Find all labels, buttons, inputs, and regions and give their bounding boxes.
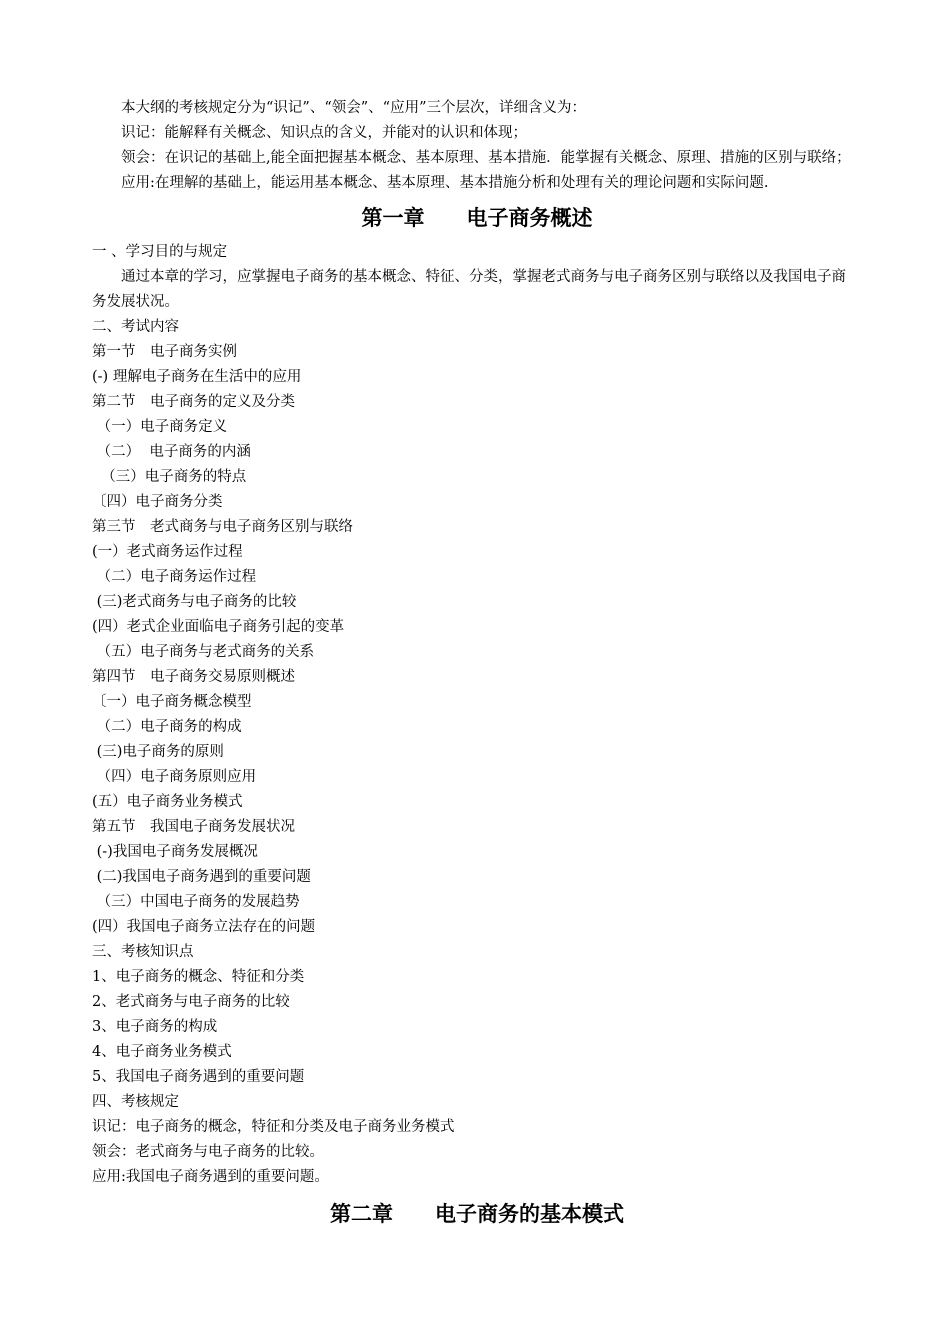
requirement-item: 识记：电子商务的概念，特征和分类及电子商务业务模式 — [92, 1119, 455, 1135]
document-page — [92, 96, 862, 1234]
intro-paragraph: 本大纲的考核规定分为“识记”、“领会”、“应用”三个层次，详细含义为： — [121, 100, 586, 116]
subsection-title: 第三节 老式商务与电子商务区别与联络 — [92, 519, 353, 535]
chapter-title: 第二章 电子商务的基本模式 — [330, 1202, 624, 1226]
list-item: （二） 电子商务的内涵 — [92, 444, 251, 460]
subsection-title: 第一节 电子商务实例 — [92, 344, 237, 360]
list-item: (五）电子商务业务模式 — [92, 794, 243, 810]
goal-paragraph: 通过本章的学习，应掌握电子商务的基本概念、特征、分类，掌握老式商务与电子商务区别与联络以及我国电子商务发展状况。 — [92, 269, 846, 310]
list-item: (三)电子商务的原则 — [92, 744, 224, 760]
knowledge-point: 5、我国电子商务遇到的重要问题 — [92, 1069, 305, 1085]
list-item: (-)我国电子商务发展概况 — [92, 844, 258, 860]
list-item: （二）电子商务的构成 — [92, 719, 242, 735]
section-heading: 四、考核规定 — [92, 1094, 179, 1110]
knowledge-point: 1、电子商务的概念、特征和分类 — [92, 969, 305, 985]
list-item: （三）中国电子商务的发展趋势 — [92, 894, 300, 910]
list-item: （四）电子商务原则应用 — [92, 769, 257, 785]
section-heading: 二、考试内容 — [92, 319, 179, 335]
list-item: （三）电子商务的特点 — [92, 469, 247, 485]
subsection-title: 第二节 电子商务的定义及分类 — [92, 394, 295, 410]
list-item: (四）老式企业面临电子商务引起的变革 — [92, 619, 345, 635]
list-item: （二）电子商务运作过程 — [92, 569, 257, 585]
knowledge-point: 4、电子商务业务模式 — [92, 1044, 232, 1060]
knowledge-point: 2、老式商务与电子商务的比较 — [92, 994, 290, 1010]
chapter-title: 第一章 电子商务概述 — [361, 206, 593, 230]
list-item: 〔四）电子商务分类 — [92, 494, 223, 510]
section-heading: 三、考核知识点 — [92, 944, 194, 960]
list-item: （一）电子商务定义 — [92, 419, 228, 435]
section-heading: 一 、学习目的与规定 — [92, 244, 228, 260]
list-item: (三)老式商务与电子商务的比较 — [92, 594, 297, 610]
list-item: (-) 理解电子商务在生活中的应用 — [92, 369, 302, 385]
requirement-item: 应用:我国电子商务遇到的重要问题。 — [92, 1169, 329, 1185]
list-item: (二)我国电子商务遇到的重要问题 — [92, 869, 311, 885]
list-item: (四）我国电子商务立法存在的问题 — [92, 919, 316, 935]
subsection-title: 第五节 我国电子商务发展状况 — [92, 819, 295, 835]
intro-paragraph: 领会：在识记的基础上,能全面把握基本概念、基本原理、基本措施．能掌握有关概念、原理、措施的区别与联络； — [121, 150, 851, 166]
requirement-item: 领会：老式商务与电子商务的比较。 — [92, 1144, 324, 1160]
list-item: （五）电子商务与老式商务的关系 — [92, 644, 315, 660]
intro-paragraph: 识记：能解释有关概念、知识点的含义，并能对的认识和体现； — [121, 125, 527, 141]
knowledge-point: 3、电子商务的构成 — [92, 1019, 218, 1035]
intro-paragraph: 应用:在理解的基础上，能运用基本概念、基本原理、基本措施分析和处理有关的理论问题和实际问题. — [121, 175, 769, 191]
subsection-title: 第四节 电子商务交易原则概述 — [92, 669, 295, 685]
list-item: 〔一）电子商务概念模型 — [92, 694, 252, 710]
list-item: (一）老式商务运作过程 — [92, 544, 243, 560]
